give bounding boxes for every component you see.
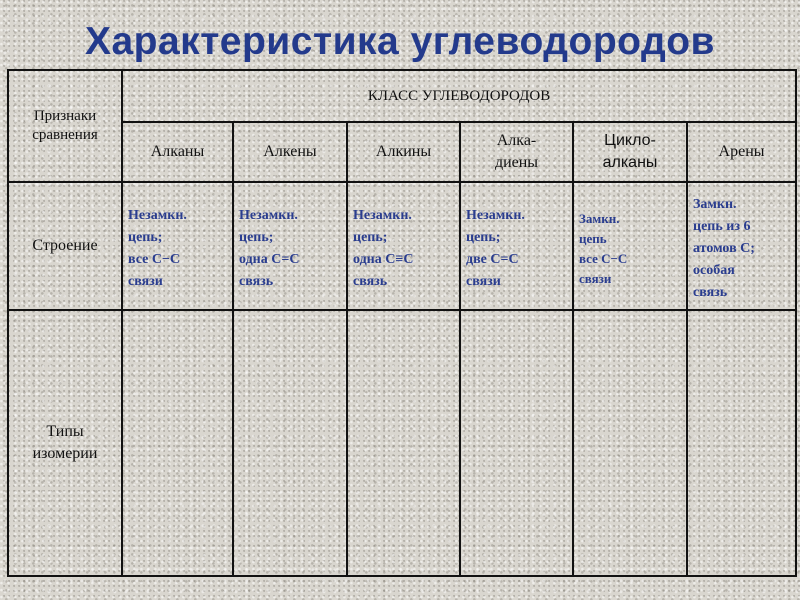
table-cell [122,310,233,576]
table-cell: Незамкн. цепь; одна С≡С связь [347,182,460,310]
table-cell [573,310,687,576]
column-header-arenes: Арены [687,122,796,182]
column-header-alkynes: Алкины [347,122,460,182]
table-cell: Незамкн. цепь; две С=С связи [460,182,573,310]
column-header-cycloalkanes: Цикло- алканы [573,122,687,182]
column-header-alkanes: Алканы [122,122,233,182]
table-cell: Незамкн. цепь; все С−С связи [122,182,233,310]
table-cell: Незамкн. цепь; одна С=С связь [233,182,347,310]
table-cell [460,310,573,576]
table-cell: Замкн. цепь из 6 атомов С; особая связь [687,182,796,310]
comparison-criteria-header: Признаки сравнения [8,70,122,182]
row-header-isomerism-types: Типы изомерии [8,310,122,576]
hydrocarbon-comparison-table [7,69,797,577]
slide-title: Характеристика углеводородов [84,20,716,63]
column-header-alkenes: Алкены [233,122,347,182]
table-cell [347,310,460,576]
table-cell: Замкн. цепь все С−С связи [573,182,687,310]
table-cell [687,310,796,576]
column-header-alkadienes: Алка- диены [460,122,573,182]
table-row-structure [8,182,796,310]
hydrocarbon-class-header: КЛАСС УГЛЕВОДОРОДОВ [122,70,796,122]
table-cell [233,310,347,576]
table-row-isomerism [8,310,796,576]
row-header-structure: Строение [8,182,122,310]
